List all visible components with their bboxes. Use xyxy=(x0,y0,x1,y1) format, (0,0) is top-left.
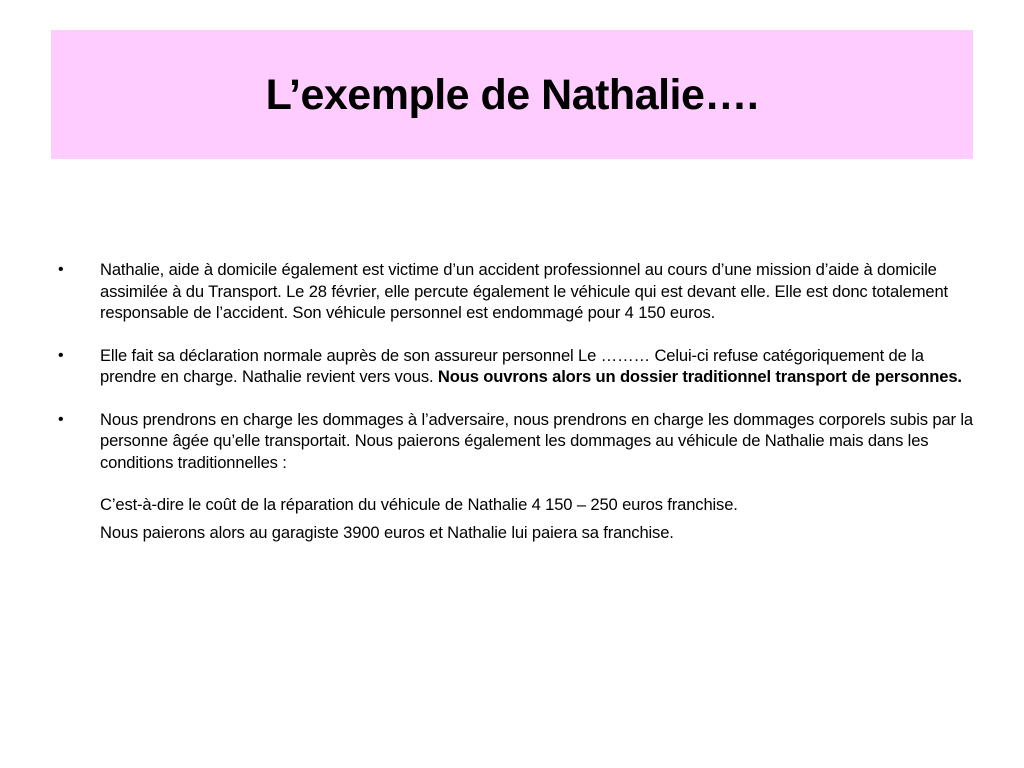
bullet-text xyxy=(100,409,978,474)
followup-line: C’est-à-dire le coût de la réparation du véhicule de Nathalie 4 150 – 250 euros franchise. xyxy=(100,495,738,514)
bullet-bold-text: Nous ouvrons alors un dossier traditionnel transport de personnes. xyxy=(437,367,962,386)
bullet-text xyxy=(100,259,978,324)
bullet-item xyxy=(58,409,978,474)
bullet-marker: • xyxy=(58,261,64,278)
followup-line: Nous paierons alors au garagiste 3900 euros et Nathalie lui paiera sa franchise. xyxy=(100,522,674,542)
title-banner xyxy=(51,30,973,159)
bullet-body: Nous prendrons en charge les dommages à l’adversaire, nous prendrons en charge les dommages corporels subis par la personne âgée qu’elle transportait. Nous paierons également les dommages au véhicule de Nathalie mais dans les conditions traditionnelles : xyxy=(100,409,973,472)
bullet-item xyxy=(58,345,978,388)
slide-body xyxy=(58,259,978,543)
bullet-item xyxy=(58,259,978,324)
bullet-marker: • xyxy=(58,410,64,428)
slide-title: L’exemple de Nathalie…. xyxy=(265,71,759,119)
bullet-marker: • xyxy=(58,346,64,364)
bullet-body: Nathalie, aide à domicile également est victime d’un accident professionnel au cours d’une mission d’aide à domicile assimilée à du Transport. Le 28 février, elle percute également le véhicule qui est devant elle. Elle est donc totalement responsable de l’accident. Son véhicule personnel est endommagé pour 4 150 euros. xyxy=(100,260,948,322)
bullet-body: Elle fait sa déclaration normale auprès de son assureur personnel Le ……… Celui-ci refuse catégoriquement de la prendre en charge. Nathalie revient vers vous. xyxy=(100,345,924,386)
bullet-text xyxy=(100,345,978,388)
